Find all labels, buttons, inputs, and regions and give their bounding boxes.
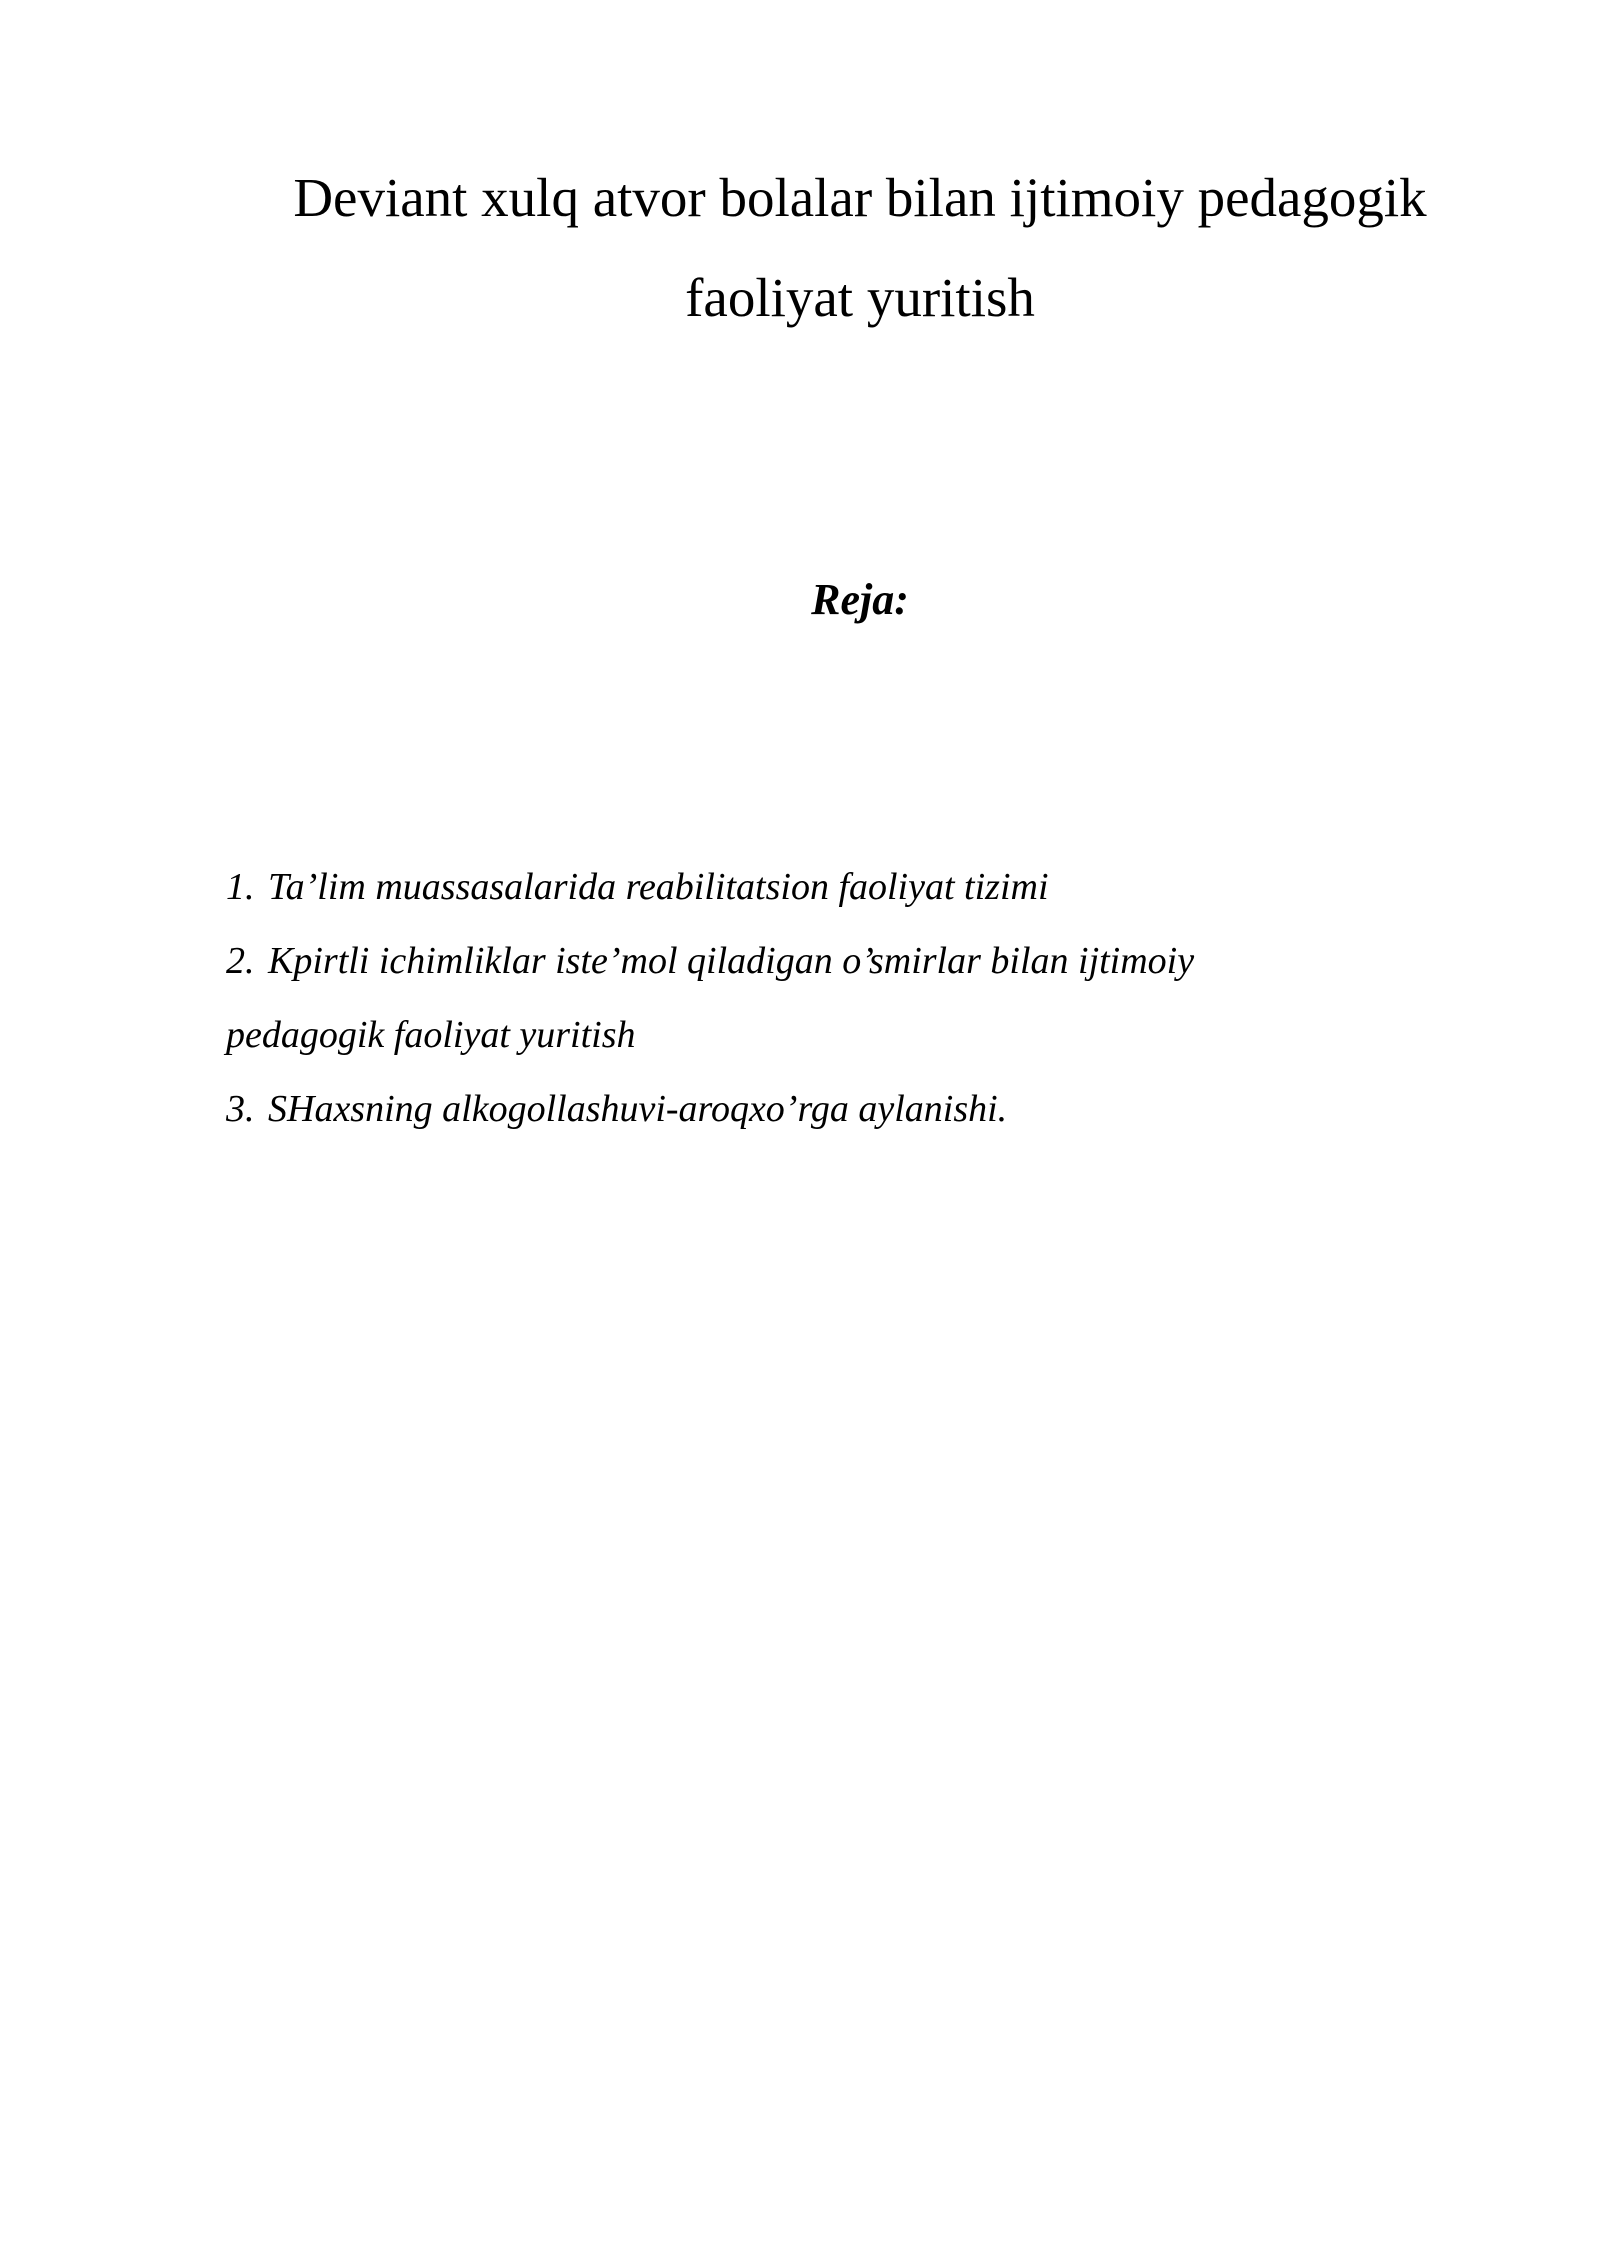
- plan-list: [226, 850, 1426, 1146]
- plan-heading: Reja:: [811, 575, 909, 624]
- plan-item-number: 1.: [226, 866, 255, 908]
- plan-item-number: 2.: [226, 940, 255, 982]
- plan-item-text: Ta’lim muassasalarida reabilitatsion faoliyat tizimi: [268, 866, 1049, 908]
- plan-item-text: SHaxsning alkogollashuvi-aroqxo’rga aylanishi.: [268, 1088, 1008, 1130]
- plan-item-1: [226, 850, 1426, 924]
- plan-item-2: [226, 924, 1426, 998]
- document-title: [200, 148, 1520, 348]
- plan-item-text: Kpirtli ichimliklar iste’mol qiladigan o’smirlar bilan ijtimoiy: [268, 940, 1195, 982]
- plan-item-text: pedagogik faoliyat yuritish: [226, 1014, 636, 1056]
- plan-item-2-continuation: [226, 998, 1426, 1072]
- plan-item-3: [226, 1072, 1426, 1146]
- plan-item-number: 3.: [226, 1088, 255, 1130]
- title-line-1: Deviant xulq atvor bolalar bilan ijtimoiy pedagogik: [293, 167, 1427, 228]
- title-line-2: faoliyat yuritish: [685, 267, 1035, 328]
